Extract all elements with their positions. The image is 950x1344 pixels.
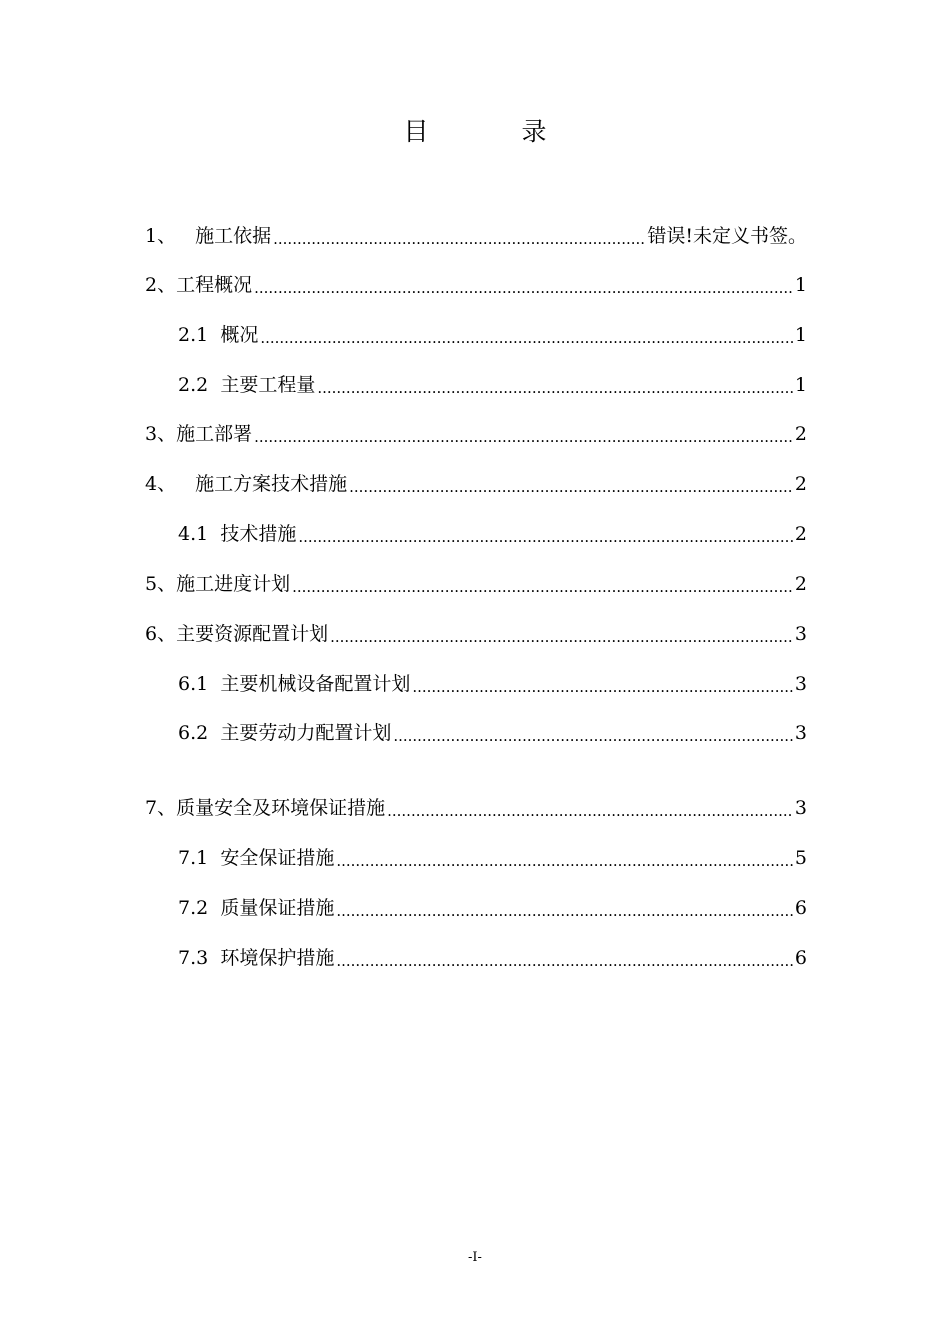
toc-entry-gap xyxy=(208,944,220,972)
toc-entry-title: 安全保证措施 xyxy=(220,847,335,869)
toc-entry-page: 5 xyxy=(794,847,807,869)
toc-dot-leader xyxy=(273,228,645,250)
toc-entry[interactable] xyxy=(145,271,807,299)
toc-entry-number: 2.1 xyxy=(178,324,209,346)
toc-dot-leader xyxy=(393,725,793,747)
toc-dot-leader xyxy=(254,277,793,299)
toc-entry-title: 主要机械设备配置计划 xyxy=(220,673,411,695)
toc-entry[interactable] xyxy=(178,844,807,872)
toc-entry-gap xyxy=(208,371,220,399)
toc-entry-number: 7.2 xyxy=(178,897,209,919)
toc-entry[interactable] xyxy=(145,420,807,448)
toc-entry-gap xyxy=(208,844,220,872)
page-title: 目 录 xyxy=(403,117,581,146)
toc-entry-number: 6.2 xyxy=(178,722,209,744)
toc-entry-gap xyxy=(176,470,195,498)
toc-entry-number: 6、 xyxy=(145,623,177,645)
toc-entry-number: 7.1 xyxy=(178,847,209,869)
toc-entry-page: 2 xyxy=(794,573,807,595)
toc-entry-number: 4.1 xyxy=(178,523,209,545)
toc-entry[interactable] xyxy=(178,520,807,548)
toc-entry-number: 5、 xyxy=(145,573,177,595)
toc-dot-leader xyxy=(412,676,793,698)
toc-entry[interactable] xyxy=(178,719,807,747)
toc-entry-title: 施工方案技术措施 xyxy=(195,473,348,495)
toc-entry-title: 质量保证措施 xyxy=(220,897,335,919)
toc-entry-title: 工程概况 xyxy=(176,274,253,296)
toc-dot-leader xyxy=(349,476,793,498)
toc-entry-gap xyxy=(176,222,195,250)
toc-entry[interactable] xyxy=(145,222,807,250)
toc-entry-number: 7、 xyxy=(145,797,177,819)
toc-entry-gap xyxy=(208,520,220,548)
toc-entry-title: 主要资源配置计划 xyxy=(176,623,329,645)
toc-entry[interactable] xyxy=(145,570,807,598)
toc-dot-leader xyxy=(298,526,793,548)
toc-entry-page: 3 xyxy=(794,797,807,819)
toc-entry-title: 概况 xyxy=(220,324,259,346)
toc-dot-leader xyxy=(254,426,793,448)
toc-entry-number: 1、 xyxy=(145,225,177,247)
toc-entry-title: 主要工程量 xyxy=(220,374,316,396)
toc-dot-leader xyxy=(387,800,793,822)
toc-entry-gap xyxy=(208,894,220,922)
toc-entry-number: 6.1 xyxy=(178,673,209,695)
toc-entry-page: 2 xyxy=(794,523,807,545)
toc-dot-leader xyxy=(317,377,793,399)
toc-dot-leader xyxy=(330,626,793,648)
toc-entry[interactable] xyxy=(145,794,807,822)
page-number-footer: -I- xyxy=(468,1250,482,1265)
toc-entry[interactable] xyxy=(178,670,807,698)
toc-entry-number: 2.2 xyxy=(178,374,209,396)
toc-dot-leader xyxy=(336,850,793,872)
toc-entry-number: 3、 xyxy=(145,423,177,445)
toc-entry-page: 1 xyxy=(794,324,807,346)
toc-dot-leader xyxy=(260,327,793,349)
toc-entry-page: 3 xyxy=(794,623,807,645)
toc-entry[interactable] xyxy=(178,944,807,972)
toc-dot-leader xyxy=(336,950,793,972)
toc-entry-page: 2 xyxy=(794,473,807,495)
toc-dot-leader xyxy=(336,900,793,922)
toc-entry-page: 6 xyxy=(794,947,807,969)
toc-entry-title: 环境保护措施 xyxy=(220,947,335,969)
toc-entry-title: 施工进度计划 xyxy=(176,573,291,595)
toc-entry[interactable] xyxy=(178,894,807,922)
toc-entry-number: 2、 xyxy=(145,274,177,296)
toc-entry-page: 1 xyxy=(794,374,807,396)
toc-entry-title: 施工依据 xyxy=(195,225,272,247)
toc-entry-gap xyxy=(208,719,220,747)
toc-entry-page: 6 xyxy=(794,897,807,919)
toc-entry[interactable] xyxy=(178,371,807,399)
toc-entry[interactable] xyxy=(145,620,807,648)
toc-entry-page: 2 xyxy=(794,423,807,445)
toc-entry-title: 质量安全及环境保证措施 xyxy=(176,797,386,819)
toc-entry-gap xyxy=(208,321,220,349)
toc-entry-page: 3 xyxy=(794,673,807,695)
toc-dot-leader xyxy=(292,576,793,598)
toc-entry-gap xyxy=(208,670,220,698)
toc-entry-title: 主要劳动力配置计划 xyxy=(220,722,392,744)
toc-entry-number: 7.3 xyxy=(178,947,209,969)
toc-entry[interactable] xyxy=(178,321,807,349)
toc-entry-page: 3 xyxy=(794,722,807,744)
toc-entry-number: 4、 xyxy=(145,473,177,495)
toc-entry-title: 技术措施 xyxy=(220,523,297,545)
toc-entry-title: 施工部署 xyxy=(176,423,253,445)
toc-entry-page: 1 xyxy=(794,274,807,296)
toc-entry[interactable] xyxy=(145,470,807,498)
toc-entry-page: 错误!未定义书签。 xyxy=(647,225,807,247)
